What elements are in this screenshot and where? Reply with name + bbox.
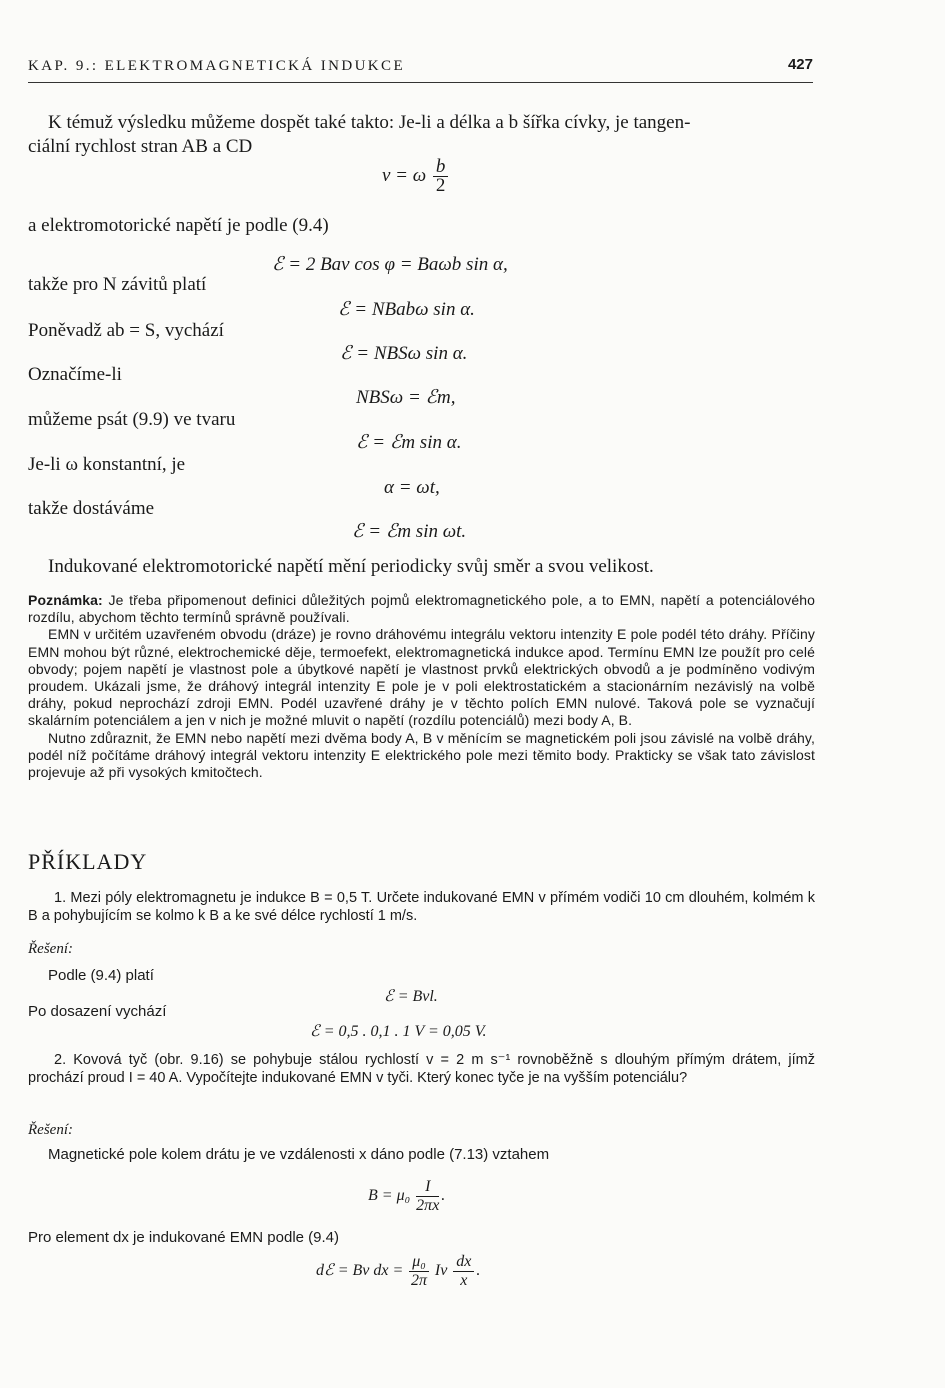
derivation-eq-5: ℰ = ℰm sin α. xyxy=(356,432,462,453)
fraction-mu0-over-2pi xyxy=(409,1253,429,1290)
equation-B-lhs: B = μ₀ xyxy=(368,1187,411,1205)
conclusion: Indukované elektromotorické napětí mění periodicky svůj směr a svou velikost. xyxy=(48,556,654,577)
example-2-text xyxy=(28,1051,815,1087)
example-2-step-1-text: Magnetické pole kolem drátu je ve vzdálenosti x dáno podle (7.13) vztahem xyxy=(48,1146,550,1163)
equation-dE-mid: Iv xyxy=(434,1262,448,1280)
equation-dE-lhs: dℰ = Bv dx = xyxy=(316,1262,404,1280)
derivation-text-1: a elektromotorické napětí je podle (9.4) xyxy=(28,215,329,236)
note-paragraph-3: Nutno zdůraznit, že EMN nebo napětí mezi dvěma body A, B v měnícím se magnetickém poli jsou závislé na volbě dráhy, podél níž počítáme dráhový integrál vektoru intenzity E elektrického pole mezi těmito body. Prakticky se však tato závislost projevuje až při vysokých kmitočtech. xyxy=(28,729,815,781)
fraction-denominator: 2 xyxy=(435,175,446,196)
derivation-eq-7: ℰ = ℰm sin ωt. xyxy=(352,521,467,542)
example-1-step-1-eq: ℰ = Bvl. xyxy=(384,988,438,1005)
fraction-b-over-2 xyxy=(433,158,449,195)
example-2-step-2-text: Pro element dx je indukované EMN podle (9.4) xyxy=(28,1229,340,1246)
derivation-text-4: Označíme-li xyxy=(28,364,122,385)
equation-dE-tail: . xyxy=(476,1262,481,1280)
derivation-eq-6: α = ωt, xyxy=(384,477,440,498)
derivation-eq-2: ℰ = NBabω sin α. xyxy=(338,299,475,320)
derivation-eq-3: ℰ = NBSω sin α. xyxy=(340,343,468,364)
note-paragraph-2: EMN v určitém uzavřeném obvodu (dráze) je rovno dráhovému integrálu vektoru intenzity E pole podél této dráhy. Příčiny EMN mohou být různé, elektrochemické děje, termoefekt, elektromagnetická indukce apod. Termínu EMN lze použít pro celé obvody; pojem napětí je vlastnost pole a úbytkové napětí je vlastnost prvků elektrických obvodů a je podmíněno vodivým proudem. Ukázali jsme, že dráhový integrál intenzity E pole je v poli elektrostatickém a stacionárním nezávislý na volbě dráhy, pokud neprochází zdroji EMN. Podél uzavřené dráhy je v těchto polích EMN nulové. Taková pole se vyznačují skalárním potenciálem a jen v nich je možné mluvit o napětí (rozdílu potenciálů) mezi body A, B. xyxy=(28,626,815,729)
example-1-step-2-text: Po dosazení vychází xyxy=(28,1003,167,1020)
equation-B-tail: . xyxy=(441,1187,446,1205)
fraction-denominator: x xyxy=(460,1272,468,1289)
intro-line-1: K témuž výsledku můžeme dospět také takto: Je-li a délka a b šířka cívky, je tangen- xyxy=(48,112,691,133)
example-1-step-1-text: Podle (9.4) platí xyxy=(48,967,154,984)
note-label: Poznámka: xyxy=(28,592,103,608)
equation-B xyxy=(368,1178,445,1215)
example-1-paragraph: 1. Mezi póly elektromagnetu je indukce B = 0,5 T. Určete indukované EMN v přímém vodiči 10 cm dlouhém, kolmém k B a pohybujícím se kolmo k B a ke své délce rychlostí 1 m/s. xyxy=(28,890,815,924)
derivation-eq-4: NBSω = ℰm, xyxy=(356,387,456,408)
section-title: PŘÍKLADY xyxy=(28,849,148,874)
derivation-text-7: takže dostáváme xyxy=(28,498,155,519)
fraction-denominator: 2πx xyxy=(416,1197,440,1214)
header-rule xyxy=(28,82,813,83)
fraction-denominator: 2π xyxy=(411,1272,428,1289)
derivation-text-6: Je-li ω konstantní, je xyxy=(28,454,186,475)
running-header: KAP. 9.: ELEKTROMAGNETICKÁ INDUKCE xyxy=(28,58,406,74)
example-2-paragraph: 2. Kovová tyč (obr. 9.16) se pohybuje stálou rychlostí v = 2 m s⁻¹ rovnoběžně s dlouhým přímým drátem, jímž prochází proud I = 40 A. Vypočítejte indukované EMN v tyči. Který konec tyče je na vyšším potenciálu? xyxy=(28,1052,815,1086)
derivation-text-5: můžeme psát (9.9) ve tvaru xyxy=(28,409,236,430)
page-number: 427 xyxy=(787,56,813,73)
fraction-numerator: I xyxy=(416,1178,439,1197)
example-1-solution-label: Řešení: xyxy=(28,941,73,957)
derivation-text-2: takže pro N závitů platí xyxy=(28,274,207,295)
derivation-text-3: Poněvadž ab = S, vychází xyxy=(28,320,224,341)
intro-line-2: ciální rychlost stran AB a CD xyxy=(28,136,253,157)
note-paragraph-1: Je třeba připomenout definici důležitých pojmů elektromagnetického pole, a to EMN, napětí a potenciálového rozdílu, abychom těchto termínů správně používali. xyxy=(28,592,815,626)
fraction-I-over-2pix xyxy=(416,1178,439,1215)
derivation-eq-1: ℰ = 2 Bav cos φ = Baωb sin α, xyxy=(272,254,508,275)
note-block xyxy=(28,592,815,781)
equation-dE xyxy=(316,1253,480,1290)
fraction-numerator: b xyxy=(433,158,449,177)
fraction-dx-over-x xyxy=(453,1253,474,1290)
equation-v-lhs: v = ω xyxy=(382,164,427,186)
fraction-numerator: dx xyxy=(453,1253,474,1272)
example-2-solution-label: Řešení: xyxy=(28,1122,73,1138)
equation-v xyxy=(382,158,450,195)
example-1-step-2-eq: ℰ = 0,5 . 0,1 . 1 V = 0,05 V. xyxy=(310,1023,487,1040)
example-1-text xyxy=(28,889,815,925)
fraction-numerator: μ₀ xyxy=(409,1253,429,1272)
